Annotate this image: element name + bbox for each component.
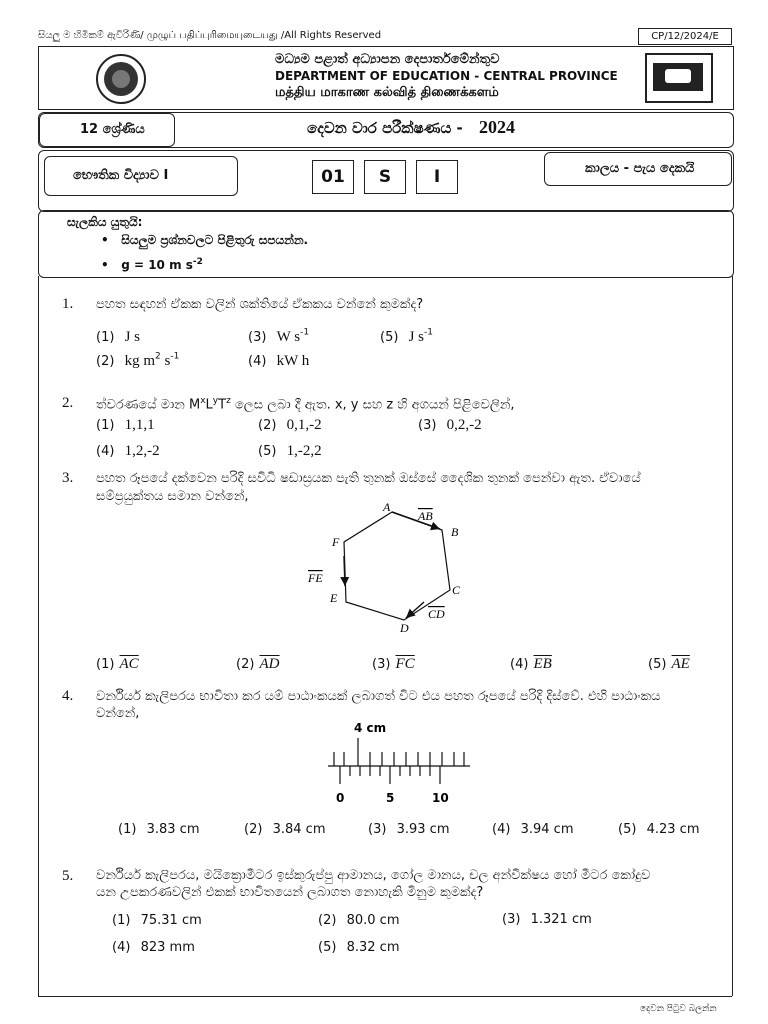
vertex-e-label: E	[330, 591, 338, 605]
vector-cd-arrow	[406, 602, 424, 618]
q2-option-2: (2) 0,1,-2	[258, 417, 322, 433]
q2-option-4: (4) 1,2,-2	[96, 443, 160, 459]
q2-option-3: (3) 0,2,-2	[418, 417, 482, 433]
instructions-box	[38, 210, 734, 278]
term-label: දෙවන වාර පරීක්ෂණය -	[307, 119, 463, 137]
hexagon-diagram	[300, 500, 480, 635]
q1-option-2: (2) kg $m^2$ $s^{-1}$	[96, 351, 180, 369]
q4-option-5: (5) 4.23 cm	[618, 822, 700, 837]
q2-option-5: (5) 1,-2,2	[258, 443, 322, 459]
vertex-f-label: F	[332, 535, 340, 549]
code-box-1: 01	[312, 160, 354, 194]
vertex-d-label: D	[400, 621, 409, 635]
header-band	[38, 46, 734, 110]
vector-cd-label: CD	[428, 607, 445, 621]
q1-number: 1.	[62, 296, 74, 312]
q4-text-line1: වර්නියර් කැලිපරය භාවිතා කර යම් පාඨාංකයක් ලබාගත් විට එය පහත රූපයේ පරිදි දිස්වේ. එහි පාඨාංකය	[96, 689, 661, 704]
vector-ab-arrow	[392, 512, 440, 529]
next-page-note: දෙවන පිටුව බලන්න	[640, 1004, 717, 1014]
paper-code: CP/12/2024/E	[638, 28, 732, 45]
dept-english: DEPARTMENT OF EDUCATION - CENTRAL PROVINCE	[275, 69, 618, 83]
q3-number: 3.	[62, 470, 74, 486]
page-frame-bottom	[38, 996, 732, 997]
q1-option-3: (3) W $s^{-1}$	[248, 327, 310, 345]
subject-label: භෞතික විද්‍යාව I	[73, 168, 169, 183]
q4-number: 4.	[62, 688, 74, 704]
q1-text: පහත සඳහන් ඒකක වලින් ශක්තියේ ඒකකය වන්නේ කුමක්ද?	[96, 297, 424, 312]
q4-option-1: (1) 3.83 cm	[118, 822, 200, 837]
grade-box	[39, 113, 175, 147]
province-flag-logo	[645, 53, 713, 103]
q1-option-5: (5) J $s^{-1}$	[380, 327, 434, 345]
main-scale-label: 4 cm	[354, 721, 387, 735]
q5-text-line2: යන උපකරණවලින් එකක් භාවිතයෙන් ලබාගත නොහැකි මිනුම කුමක්ද?	[96, 885, 484, 900]
exam-title-row	[38, 112, 734, 148]
vertex-a-label: A	[383, 500, 391, 514]
page-frame-right	[732, 276, 733, 996]
main-scale-ticks	[334, 738, 464, 766]
q2-text: ත්වරණයේ මාන $M^xL^yT^z$ ලෙස ලබා දී ඇත. x, y සහ z හි අගයන් පිළිවෙලින්,	[96, 396, 515, 413]
q3-option-2: (2) $\overline{AD}$	[236, 656, 280, 672]
q3-option-3: (3) $\overline{FC}$	[372, 656, 415, 672]
code-box-3: I	[416, 160, 458, 194]
q5-text-line1: වර්නියර් කැලිපරය, මයික්‍රොමීටර ඉස්කුරුප්පු ආමානය, ගෝල මානය, චල අන්වීක්ෂය හෝ මීටර කෝදුව	[96, 868, 651, 883]
q5-option-5: (5) 8.32 cm	[318, 940, 400, 955]
vector-fe-label: FE	[308, 571, 323, 585]
vernier-tick-10: 10	[432, 791, 449, 805]
crest-logo	[95, 53, 147, 105]
q1-option-4: (4) kW h	[248, 353, 310, 369]
q3-text-line2: සම්ප්‍රයුක්තය සමාන වන්නේ,	[96, 489, 249, 504]
q5-option-2: (2) 80.0 cm	[318, 913, 400, 928]
time-box	[544, 152, 732, 186]
q4-text-line2: වන්නේ,	[96, 706, 140, 721]
instructions-title: සැලකිය යුතුයි:	[67, 215, 143, 229]
code-box-2: S	[364, 160, 406, 194]
q3-text-line1: පහත රූපයේ දක්වෙන පරිදි සවිධි ෂඩාස්‍රයක පැති තුනක් ඔස්සේ දෛශික තුනක් පෙන්වා ඇත. ඒවායේ	[96, 471, 641, 486]
q5-option-4: (4) 823 mm	[112, 940, 195, 955]
instruction-2: • g = 10 m $s^{-2}$	[101, 257, 203, 272]
dept-sinhala: මධ්‍යම පළාත් අධ්‍යාපන දෙපාර්තමේන්තුව	[275, 52, 500, 67]
q1-option-1: (1) J s	[96, 329, 141, 345]
vernier-tick-0: 0	[336, 791, 345, 805]
grade-label: 12 ශ්‍රේණිය	[80, 122, 145, 137]
q4-option-3: (3) 3.93 cm	[368, 822, 450, 837]
q4-option-2: (2) 3.84 cm	[244, 822, 326, 837]
vernier-scale-diagram	[320, 718, 480, 808]
vertex-b-label: B	[451, 525, 459, 539]
q2-option-1: (1) 1,1,1	[96, 417, 155, 433]
page-frame-left	[38, 276, 39, 996]
q5-option-3: (3) 1.321 cm	[502, 912, 592, 927]
exam-year: 2024	[479, 117, 515, 137]
vernier-tick-5: 5	[386, 791, 395, 805]
hexagon-shape	[344, 512, 450, 620]
q2-number: 2.	[62, 395, 74, 411]
rights-notice: සියලු ම හිමිකම් ඇවිරිණි/ முழுப் பதிப்புரிமையுடையது /All Rights Reserved	[38, 30, 382, 41]
subject-box	[44, 156, 238, 196]
vector-fe-arrow	[344, 556, 345, 586]
vertex-c-label: C	[452, 583, 461, 597]
vector-ab-label: AB	[418, 509, 433, 523]
q5-number: 5.	[62, 868, 74, 884]
vernier-scale-ticks	[340, 766, 440, 784]
dept-tamil: மத்திய மாகாண கல்வித் திணைக்களம்	[275, 85, 499, 100]
instruction-1: • සියලුම ප්‍රශ්නවලට පිළිතුරු සපයන්න.	[101, 233, 309, 247]
time-label: කාලය - පැය දෙකයි	[585, 161, 695, 176]
q3-option-1: (1) $\overline{AC}$	[96, 656, 139, 672]
q5-option-1: (1) 75.31 cm	[112, 913, 202, 928]
q3-option-5: (5) $\overline{AE}$	[648, 656, 690, 672]
q4-option-4: (4) 3.94 cm	[492, 822, 574, 837]
q3-option-4: (4) $\overline{EB}$	[510, 656, 552, 672]
